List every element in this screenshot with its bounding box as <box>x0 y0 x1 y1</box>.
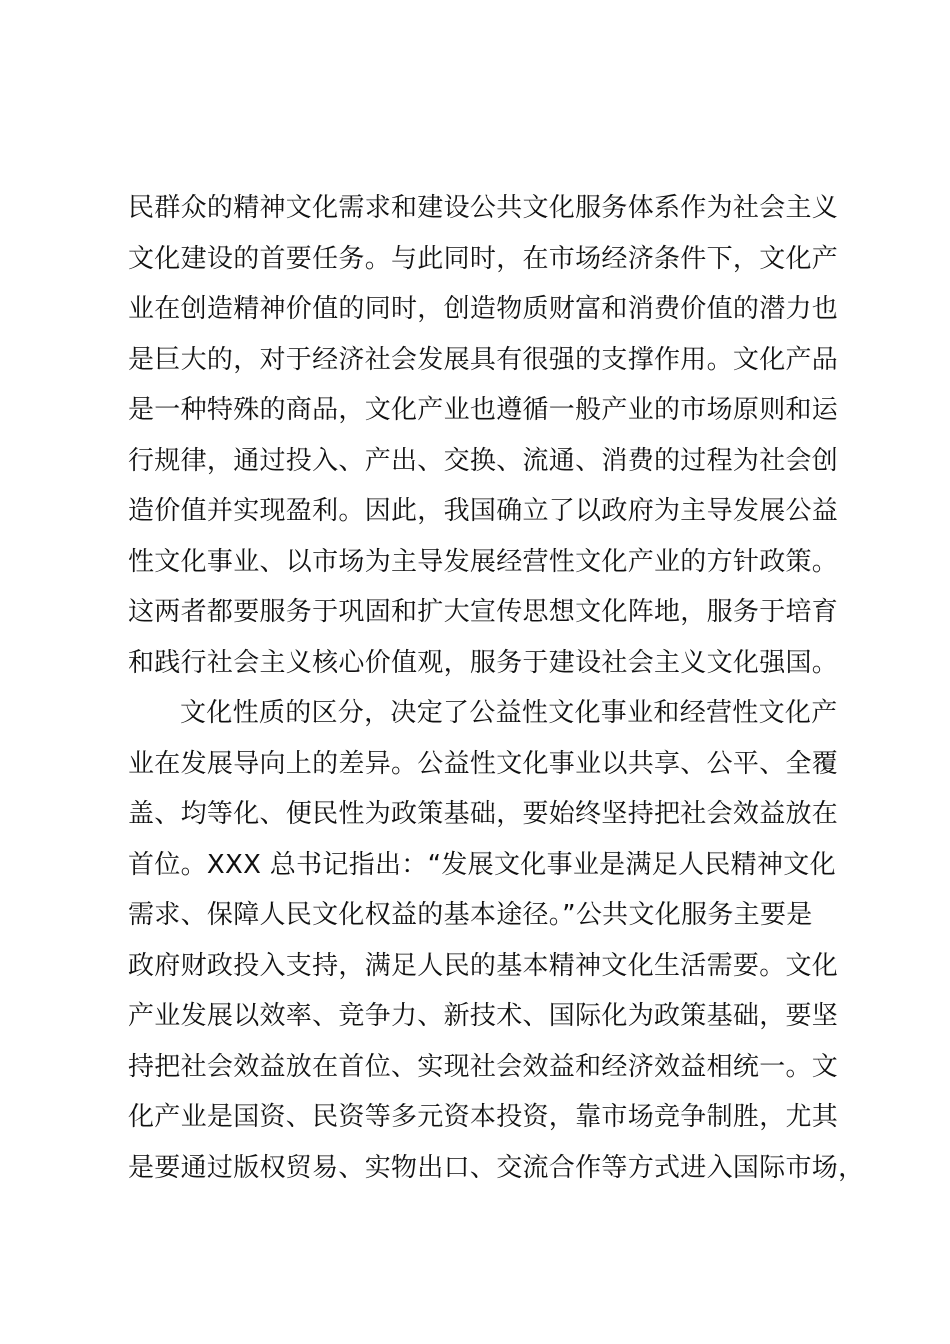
text-line: 行规律，通过投入、产出、交换、流通、消费的过程为社会创 <box>128 445 839 476</box>
text-line: 性文化事业、以市场为主导发展经营性文化产业的方针政策。 <box>128 546 839 577</box>
text-line: 需求、保障人民文化权益的基本途径。”公共文化服务主要是 <box>128 900 813 930</box>
text-line: 和践行社会主义核心价值观，服务于建设社会主义文化强国。 <box>128 647 839 678</box>
text-line: 是一种特殊的商品，文化产业也遵循一般产业的市场原则和运 <box>128 395 839 425</box>
text-line: 产业发展以效率、竞争力、新技术、国际化为政策基础，要坚 <box>128 1001 839 1031</box>
text-line: 文化建设的首要任务。与此同时，在市场经济条件下，文化产 <box>128 243 839 274</box>
text-line: 业在发展导向上的差异。公益性文化事业以共享、公平、全覆 <box>128 748 839 779</box>
text-line: 政府财政投入支持，满足人民的基本精神文化生活需要。文化 <box>128 950 839 981</box>
text-line: 这两者都要服务于巩固和扩大宣传思想文化阵地，服务于培育 <box>128 597 839 627</box>
text-line: 盖、均等化、便民性为政策基础，要始终坚持把社会效益放在 <box>128 799 839 829</box>
paragraph-first-line: 文化性质的区分，决定了公益性文化事业和经营性文化产 <box>180 698 838 728</box>
text-line: 化产业是国资、民资等多元资本投资，靠市场竞争制胜，尤其 <box>128 1102 839 1132</box>
text-line: 业在创造精神价值的同时，创造物质财富和消费价值的潜力也 <box>128 294 839 324</box>
text-line: 是要通过版权贸易、实物出口、交流合作等方式进入国际市场， <box>128 1152 865 1183</box>
text-line: 造价值并实现盈利。因此，我国确立了以政府为主导发展公益 <box>128 496 839 526</box>
body-text <box>128 183 865 1193</box>
text-line: 首位。XXX 总书记指出：“发展文化事业是满足人民精神文化 <box>128 849 836 880</box>
text-line: 民群众的精神文化需求和建设公共文化服务体系作为社会主义 <box>128 193 839 223</box>
text-line: 持把社会效益放在首位、实现社会效益和经济效益相统一。文 <box>128 1051 839 1082</box>
text-line: 是巨大的，对于经济社会发展具有很强的支撑作用。文化产品 <box>128 344 839 375</box>
